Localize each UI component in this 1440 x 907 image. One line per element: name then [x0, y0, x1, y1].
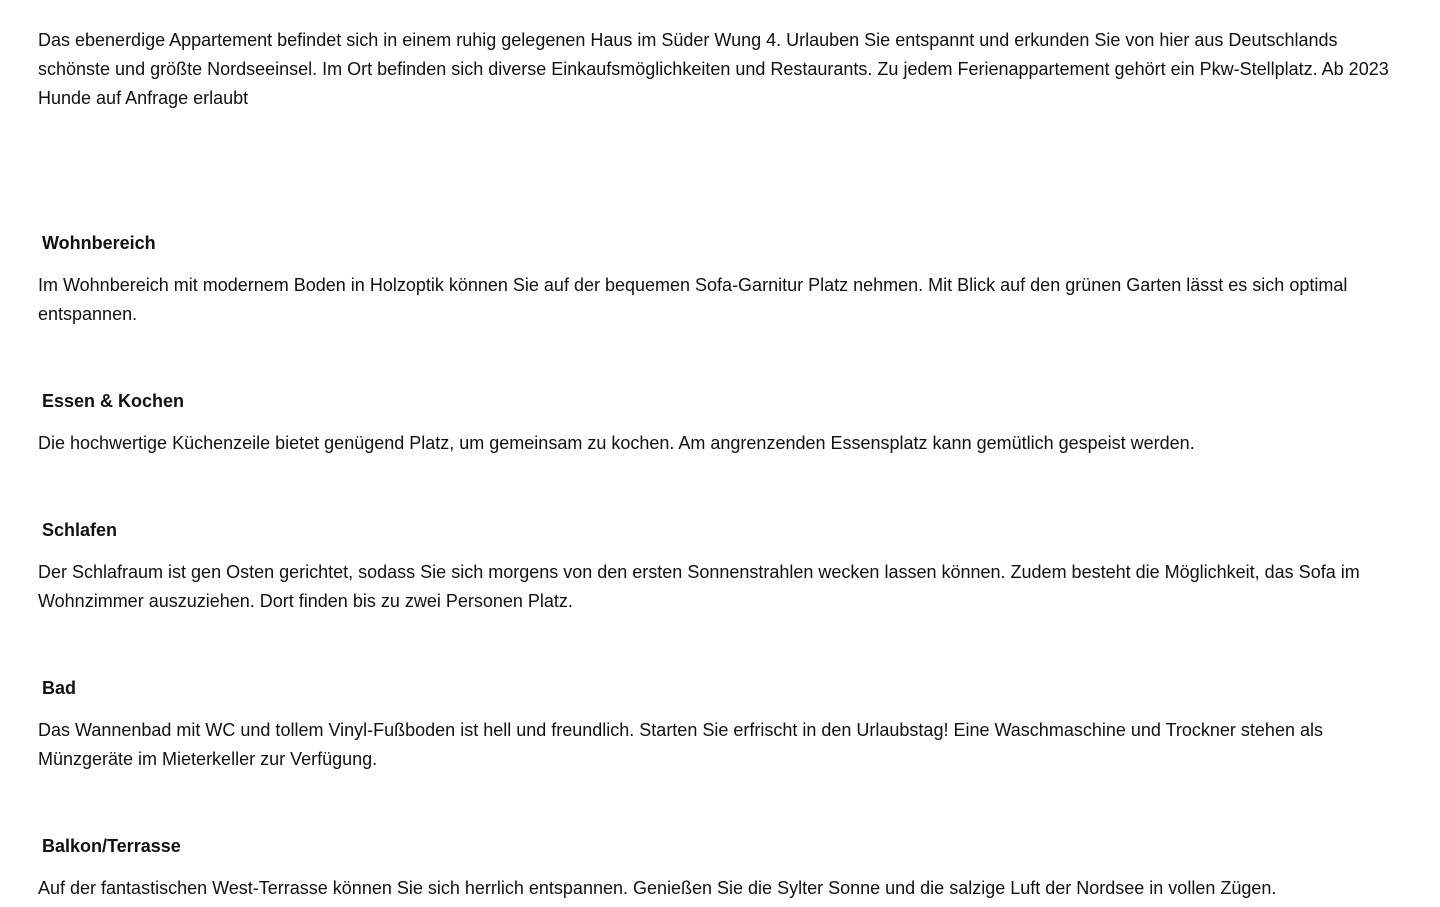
document-body [38, 26, 1410, 903]
intro-paragraph: Das ebenerdige Appartement befindet sich in einem ruhig gelegenen Haus im Süder Wung 4. Urlauben Sie entspannt und erkunden Sie von hier aus Deutschlands schönste und größte Nordseeinsel. Im Ort befinden sich diverse Einkaufsmöglichkeiten und Restaurants. Zu jedem Ferienappartement gehört ein Pkw-Stellplatz. Ab 2023 Hunde auf Anfrage erlaubt [38, 30, 1389, 108]
section-text: Das Wannenbad mit WC und tollem Vinyl-Fußboden ist hell und freundlich. Starten Sie erfrischt in den Urlaubstag! Eine Waschmaschine und Trockner stehen als Münzgeräte im Mieterkeller zur Verfügung. [38, 720, 1323, 769]
section-heading: Wohnbereich [42, 233, 156, 253]
section-heading: Schlafen [42, 520, 118, 540]
section-balkon-terrasse [38, 832, 1410, 903]
section-wohnbereich [38, 229, 1410, 329]
section-text: Auf der fantastischen West-Terrasse können Sie sich herrlich entspannen. Genießen Sie die Sylter Sonne und die salzige Luft der Nordsee in vollen Zügen. [38, 878, 1277, 898]
section-text: Im Wohnbereich mit modernem Boden in Holzoptik können Sie auf der bequemen Sofa-Garnitur Platz nehmen. Mit Blick auf den grünen Garten lässt es sich optimal entspannen. [38, 275, 1348, 324]
section-schlafen [38, 516, 1410, 616]
section-heading: Bad [42, 678, 77, 698]
section-heading: Essen & Kochen [42, 391, 185, 411]
section-heading: Balkon/Terrasse [42, 836, 181, 856]
section-essen-kochen [38, 387, 1410, 458]
section-text: Die hochwertige Küchenzeile bietet genügend Platz, um gemeinsam zu kochen. Am angrenzenden Essensplatz kann gemütlich gespeist werden. [38, 433, 1195, 453]
section-text: Der Schlafraum ist gen Osten gerichtet, sodass Sie sich morgens von den ersten Sonnenstrahlen wecken lassen können. Zudem besteht die Möglichkeit, das Sofa im Wohnzimmer auszuziehen. Dort finden bis zu zwei Personen Platz. [38, 562, 1360, 611]
section-bad [38, 674, 1410, 774]
